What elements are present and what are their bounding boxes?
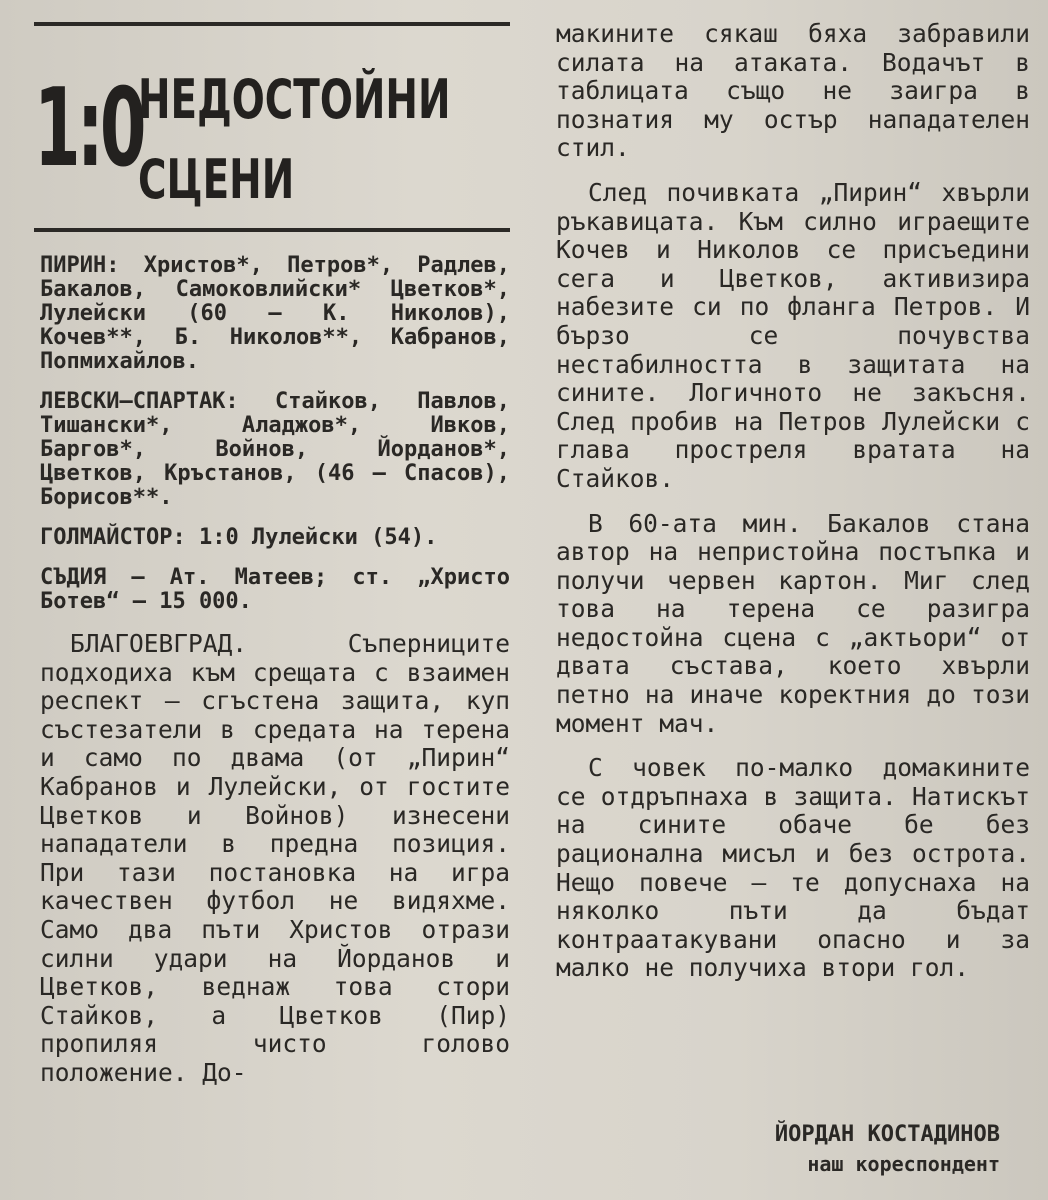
byline-author: ЙОРДАН КОСТАДИНОВ xyxy=(774,1122,1000,1147)
article-paragraph-2: След почивката „Пирин“ хвърли ръкавицата. Към силно играещите Кочев и Николов се присъедини сега и Цветков, активизира набезите си по фланга Петров. И бързо се почувства нестабилността в защитата на сините. Логичното не закъсня. След пробив на Петров Лулейски с глава простреля вратата на Стайков. xyxy=(556,177,1030,493)
pirin-lineup xyxy=(40,254,510,374)
referee-text: — Ат. Матеев; ст. „Христо Ботев“ — 15 000. xyxy=(40,565,510,614)
headline-bottom-rule xyxy=(34,228,510,232)
pirin-players: Христов*, Петров*, Радлев, Бакалов, Самоковлийски* Цветков*, Лулейски (60 — К. Николов), Кочев**, Б. Николов**, Кабранов, Попмихайлов. xyxy=(40,253,511,374)
referee-label: СЪДИЯ xyxy=(40,565,107,590)
article-continuation: макините сякаш бяха забравили силата на атаката. Водачът в таблицата също не заигра в познатия му остър нападателен стил. xyxy=(556,19,1030,163)
headline-title xyxy=(138,60,451,220)
levski-players: Стайков, Павлов, Тишански*, Аладжов*, Ивков, Баргов*, Войнов, Йорданов*, Цветков, Кръстанов, (46 — Спасов), Борисов**. xyxy=(40,389,511,510)
levski-label: ЛЕВСКИ—СПАРТАК: xyxy=(40,389,239,414)
headline-title-line-2: СЦЕНИ xyxy=(138,148,295,211)
article-paragraph-3: В 60-ата мин. Бакалов стана автор на непристойна постъпка и получи червен картон. Миг след това на терена се разигра недостойна сцена с „актьори“ от двата състава, което хвърли петно на иначе коректния до този момент мач. xyxy=(556,508,1030,738)
match-score: 1:0 xyxy=(34,66,143,191)
scorer-line xyxy=(40,526,510,550)
left-column xyxy=(40,254,510,1088)
headline-top-rule xyxy=(34,22,510,26)
levski-lineup xyxy=(40,390,510,510)
referee-line xyxy=(40,566,510,614)
pirin-label: ПИРИН: xyxy=(40,253,120,278)
right-column xyxy=(556,20,1030,983)
article-paragraph-4: С човек по-малко домакините се отдръпнаха в защита. Натискът на сините обаче бе без рационална мисъл и без острота. Нещо повече — те допуснаха на няколко пъти да бъдат контраатакувани опасно и за малко не получиха втори гол. xyxy=(556,753,1030,983)
headline-block xyxy=(34,40,514,226)
scorer-label: ГОЛМАЙСТОР: xyxy=(40,525,186,550)
article-paragraph-1: БЛАГОЕВГРАД. Съперниците подходиха към срещата с взаимен респект — сгъстена защита, куп състезатели в средата на терена и само по двама (от „Пирин“ Кабранов и Лулейски, от гостите Цветков и Войнов) изнесени нападатели в предна позиция. При тази постановка на игра качествен футбол не видяхме. Само два пъти Христов отрази силни удари на Йорданов и Цветков, веднаж това стори Стайков, а Цветков (Пир) пропиляя чисто голово положение. До- xyxy=(40,629,510,1087)
scorer-text: 1:0 Лулейски (54). xyxy=(198,525,438,550)
byline-role: наш кореспондент xyxy=(807,1152,1000,1176)
headline-title-line-1: НЕДОСТОЙНИ xyxy=(138,68,451,131)
